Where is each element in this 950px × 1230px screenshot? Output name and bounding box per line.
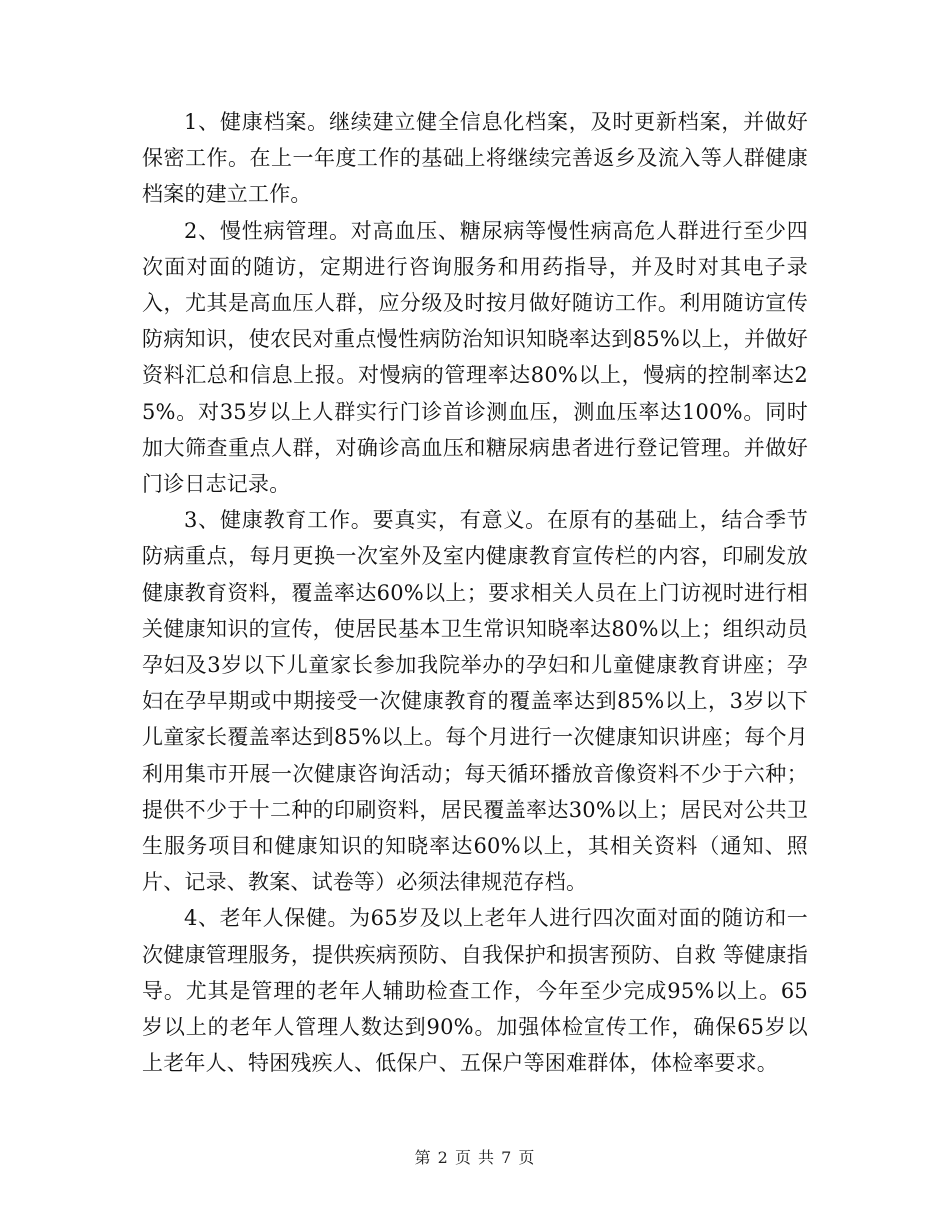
page-number-footer: 第 2 页 共 7 页 xyxy=(414,1148,536,1167)
document-body xyxy=(142,104,808,1081)
paragraph-chronic-disease: 2、慢性病管理。对高血压、糖尿病等慢性病高危人群进行至少四次面对面的随访，定期进行咨询服务和用药指导，并及时对其电子录入，尤其是高血压人群，应分级及时按月做好随访工作。利用随访宣传防病知识，使农民对重点慢性病防治知识知晓率达到85%以上，并做好资料汇总和信息上报。对慢病的管理率达80%以上，慢病的控制率达25%。对35岁以上人群实行门诊首诊测血压，测血压率达100%。同时加大筛查重点人群，对确诊高血压和糖尿病患者进行登记管理。并做好门诊日志记录。 xyxy=(142,218,808,497)
paragraph-health-records: 1、健康档案。继续建立健全信息化档案，及时更新档案，并做好保密工作。在上一年度工作的基础上将继续完善返乡及流入等人群健康档案的建立工作。 xyxy=(142,110,808,207)
paragraph-elderly-care: 4、老年人保健。为65岁及以上老年人进行四次面对面的随访和一次健康管理服务，提供疾病预防、自我保护和损害预防、自救 等健康指导。尤其是管理的老年人辅助检查工作，今年至少完成95%以上。65岁以上的老年人管理人数达到90%。加强体检宣传工作，确保65岁以上老年人、特困残疾人、低保户、五保户等困难群体，体检率要求。 xyxy=(142,906,808,1076)
paragraph-health-education: 3、健康教育工作。要真实，有意义。在原有的基础上，结合季节防病重点，每月更换一次室外及室内健康教育宣传栏的内容，印刷发放健康教育资料，覆盖率达60%以上；要求相关人员在上门访视时进行相关健康知识的宣传，使居民基本卫生常识知晓率达80%以上；组织动员孕妇及3岁以下儿童家长参加我院举办的孕妇和儿童健康教育讲座；孕妇在孕早期或中期接受一次健康教育的覆盖率达到85%以上，3岁以下儿童家长覆盖率达到85%以上。每个月进行一次健康知识讲座；每个月利用集市开展一次健康咨询活动；每天循环播放音像资料不少于六种；提供不少于十二种的印刷资料，居民覆盖率达30%以上；居民对公共卫生服务项目和健康知识的知晓率达60%以上，其相关资料（通知、照片、记录、教案、试卷等）必须法律规范存档。 xyxy=(142,508,808,895)
